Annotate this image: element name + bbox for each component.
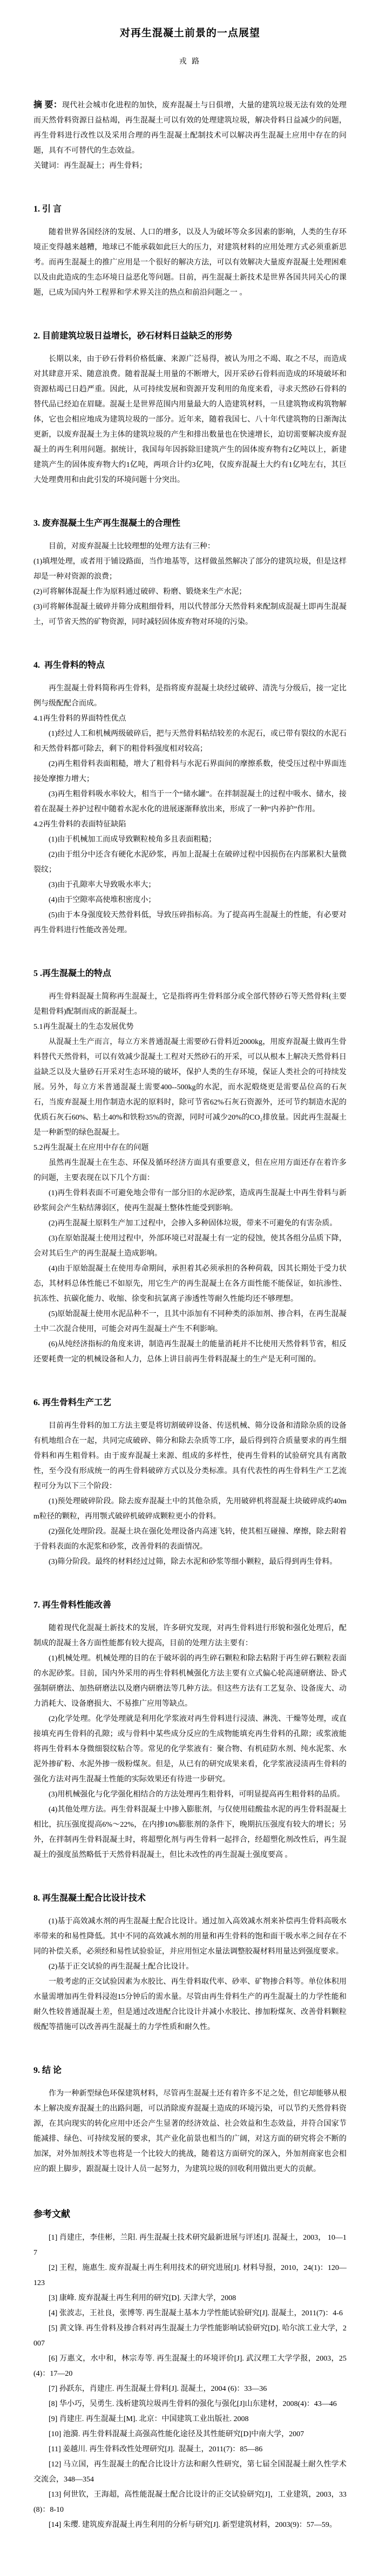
paragraph: 虽然再生混凝土在生态、环保及循环经济方面具有重要意义，但在应用方面还存在着许多的问题，主要表现在以下几个方面： [33, 1159, 347, 1182]
paragraph: 一般考虑的正交试验因素为水胶比、再生骨料取代率、砂率、矿物掺合料等。单位体积用水量需增加再生骨料浸泡15分钟后的需水量。尽管由再生骨料生产的再生混凝土的力学性能和耐久性较普通混凝土差，但是通过改进配合比设计并减小水胶比、掺加粉煤灰、改善骨料颗粒级配等措施可以改善再生混凝土的力学性质和耐久性。 [33, 1978, 347, 2031]
paragraph: (2)由于组分中还含有硬化水泥砂浆，再加上混凝土在破碎过程中因损伤在内部累积大量微裂纹； [33, 851, 347, 874]
reference-item: [2] 王程，施惠生. 废弃混凝土再生利用技术的研究进展[J]. 材料导报，2010，24(1)：120—123 [33, 2264, 347, 2287]
paragraph: (2)再生粗骨料表面粗糙，增大了粗骨料与水泥石界面间的摩擦系数，使受压过程中界面连接处摩擦力增大； [33, 760, 347, 783]
subsection-heading: 5.1再生混凝土的生态发展优势 [33, 1023, 134, 1031]
section-heading: 9. 结 论 [33, 2066, 62, 2075]
reference-item: [3] 康峰. 废弃混凝土再生利用的研究[D]. 天津大学，2008 [49, 2294, 236, 2302]
paragraph: (5)由于本身强度较天然骨料低，导致压碎指标高。为了提高再生混凝土的性能，有必要对再生骨料进行性能改善处理。 [33, 911, 347, 934]
paragraph: (1)预处理破碎阶段。除去废弃混凝土中的其他杂质，先用破碎机将混凝土块破碎成约40mm粒径的颗粒，再用颚式破碎机破碎成颗粒更小的骨料。 [33, 1497, 347, 1521]
reference-item: [10] 池漪. 再生骨料混凝土高强高性能化途径及其性能研究[D]中南大学，2007 [49, 2430, 304, 2438]
paragraph: 作为一种新型绿色环保建筑材料，尽管再生混凝土还有着许多不足之处，但它却能够从根本上解决废弃混凝土的出路问题，可以消除废弃混凝土造成的环境污染，可以节约天然骨料资源，在其向现实的转化应用中还会产生显著的经济效益、社会效益和生态效益，并符合国家节能减排、绿色、可持续发展的要求，其产业化前景也相当的广阔，对这方面的研究将会不断的加深，对外加剂技术等也将是一个比较大的挑战，随着这方面研究的深入，外加剂商家也会相应的跟上脚步，跟混凝土设计人员一起努力，为建筑垃圾的回收利用做出更大的贡献。 [33, 2090, 347, 2173]
section-heading: 5 .再生混凝土的特点 [33, 969, 112, 978]
paragraph: (5)原始混凝土使用水泥品种不一，且其中添加有不同种类的添加剂、掺合料，在再生混凝土中二次混合使用，可能会对再生混凝土产生不利影响。 [33, 1310, 347, 1333]
section-heading: 7. 再生骨料性能改善 [33, 1601, 112, 1610]
paragraph: (1)经过人工和机械两级破碎后，把与天然骨料粘结较差的水泥石，或已带有裂纹的水泥石和天然骨料都可除去，剩下的粗骨料强度相对较高； [33, 730, 347, 753]
paragraph: (3)再生粗骨料吸水率较大，相当于一个“储水罐”。在拌制混凝土的过程中吸水、储水，接着在混凝土养护过程中随着水泥水化的进展逐渐释放出来，形成了一种“内养护”作用。 [33, 790, 347, 814]
paragraph: (2)可将解体混凝土作为原料通过破碎、粉磨、锻烧来生产水泥； [33, 588, 247, 596]
section-heading: 3. 废弃混凝土生产再生混凝土的合理性 [33, 519, 181, 528]
paragraph: (2)基于正交试验的再生混凝土配合比设计。 [49, 1963, 194, 1971]
keywords-text: 再生混凝土；再生骨料； [64, 162, 147, 170]
paragraph: 再生骨料混凝土简称再生混凝土，它是指将再生骨料部分或全部代替砂石等天然骨料(主要是粗骨料)配制而成的新混凝土。 [33, 993, 347, 1016]
paragraph: 随着世界各国经济的发展、人口的增多，以及人为破坏等众多因素的影响，人类的生存环境正变得越来越糟，地球已不能承载如此巨大的压力，对建筑材料的应用处理方式必须重新思考。而再生混凝土的推广应用是一个很好的解决方法，可以有效解决大量废弃混凝土处理困难以及由此造成的生态环境日益恶化等问题。目前，再生混凝土新技术是世界各国共同关心的课题，已成为国内外工程界和学术界关注的热点和前沿问题之一 。 [33, 228, 347, 297]
paragraph: (4)由于空隙率高使堆积密度小； [49, 896, 156, 904]
subsection-heading: 4.2再生骨料的表面特征缺陷 [33, 821, 126, 829]
paragraph: 目前再生骨料的加工方法主要是将切割破碎设备、传送机械、筛分设备和清除杂质的设备有机地组合在一起，共同完成破碎、筛分和除去杂质等工序，最后得到符合质量要求的再生细骨料和再生粗骨料。由于废弃混凝土来源、组成的多样性，使再生骨料的试验研究具有离散性，至今没有形成统一的再生骨料破碎方式以及分类标准。具有代表性的再生骨料生产工艺流程可分为以下三个阶段： [33, 1422, 347, 1490]
abstract-paragraph [33, 98, 347, 159]
paragraph: (2)化学处理。化学处理就是利用化学浆液对再生骨料进行浸渍、淋洗、干燥等处理，或直接填充再生骨料的孔隙；或与骨料中某些成分反应的生成物能填充再生骨料的孔隙；或浆液能将再生骨料本身微细裂纹粘合等。常见的化学浆液有：聚合物、有机硅防水剂、纯水泥浆、水泥外掺矿粉、水泥外掺一级粉煤灰。但是，从已有的研究成果来看，化学浆液浸渍再生骨料的强化方法对再生混凝土性能的实际效果还有待进一步研究。 [33, 1715, 347, 1784]
paragraph: (3)用机械强化与化学强化相结合的方法处理再生粗骨料，可明显提高再生粗骨料的品质。 [49, 1791, 345, 1799]
paragraph: (3)在原始混凝土使用过程中，外部环境已对混凝土有一定的侵蚀，使其各组分品质下降，会对其后生产的再生混凝土造成影响。 [33, 1235, 347, 1258]
references-heading: 参考文献 [33, 2209, 70, 2219]
reference-item: [12] 马立国，再生混凝土的配合比设计方法和耐久性研究，第七届全国混凝土耐久性学术交流会，348—354 [33, 2460, 347, 2484]
paragraph: (4)其他处理方法。再生骨料混凝土中掺入膨胀剂，与仅使用硅酸盐水泥的再生骨料混凝土相比，抗压强度提高6%～22%，在内掺10%膨胀剂的条件下，晚期抗压强度有较大的增长；另外，在拌制再生骨料混凝土时，将超塑化剂与再生骨料一起拌合，经超塑化剂改性后，再生混凝土的强度虽然略低于天然骨料混凝土，但比未改性的再生混凝土强度要高 。 [33, 1806, 347, 1859]
reference-item: [6] 万惠文，水中和，林宗寿等. 再生混凝土的环境评价[J]. 武汉理工大学学报，2003，25(4)：17—20 [33, 2355, 347, 2378]
reference-item: [8] 华小巧，吴勇生. 浅析建筑垃圾再生骨料的强化与强化[J]山东建材，2008(4)：43—46 [49, 2400, 337, 2408]
paragraph: (3)由于孔隙率大导致吸水率大； [49, 881, 156, 889]
abstract-text: 现代社会城市化进程的加快，废弃混凝土与日俱增，大量的建筑垃圾无法有效的处理而天然骨料资源日益枯竭，再生混凝土可以有效的处理建筑垃圾，解决骨料日益减少的问题，再生骨料进行改性以及采用合理的再生混凝土配制技术可以解决再生混凝土应用中存在的问题，具有不可替代的生态效益。 [33, 101, 347, 155]
reference-item: [9] 肖建庄. 再生混凝土[M]. 北京：中国建筑工业出版社. 2008 [49, 2415, 249, 2423]
paragraph: (3)筛分阶段。最终的材料经过过筛，除去水泥和砂浆等细小颗粒，最后得到再生骨料。 [49, 1558, 337, 1566]
document-author: 戎 路 [179, 58, 201, 66]
paragraph: (1)由于机械加工而成导致颗粒棱角多且表面粗糙； [49, 836, 216, 844]
keywords-label: 关键词： [33, 162, 64, 170]
keywords-line [33, 159, 347, 174]
document-title: 对再生混凝土前景的一点展望 [119, 28, 260, 39]
reference-item: [11] 姜越川. 再生骨料改性处理研究[J]. 混凝土，2011(7)：85—86 [49, 2445, 263, 2453]
reference-item: [14] 朱缨. 建筑废弃混凝土再生利用的分析与研究[J]. 新型建筑材料，2003(9)：57—59。 [49, 2521, 337, 2529]
reference-item: [7] 孙跃东，肖建庄. 再生混凝土骨料[J]. 混凝土，2004 (6)：33—36 [49, 2385, 267, 2393]
sections-container [33, 202, 347, 2177]
section-heading: 4. 再生骨料的特点 [33, 661, 105, 670]
reference-item: [13] 何世钦，王海超，高性能混凝土配合比设计的正交试验研究[J]，工业建筑，2003，33(8)：8-10 [33, 2491, 347, 2514]
reference-item: [4] 张波志，王社良，张博等. 再生混凝土基本力学性能试验研究[J]. 混凝土，2011(7)：4-6 [49, 2309, 343, 2317]
section-heading: 6. 再生骨料生产工艺 [33, 1398, 112, 1407]
paragraph: (1)基于高效减水剂的再生混凝土配合比设计。通过加入高效减水剂来补偿再生骨料高吸水率带来的和易性降低。其中不同的高效减水剂的用量和再生骨料的饱和面干吸水率之间存在不同的补偿关系，必须经和易性试验验证，并应用恒定水量法调整胶凝材料用量达到强度要求。 [33, 1917, 347, 1956]
abstract-label: 摘 要： [33, 100, 62, 110]
reference-item: [1] 肖建庄，李佳彬，兰阳. 再生混凝土技术研究最新进展与评述[J]. 混凝土，2003， 10—17 [33, 2234, 347, 2257]
paragraph: (3)可将解体混凝土破碎并筛分成粗细骨料，用以代替部分天然骨料来配制成混凝土即再生混凝土，可节省天然的矿物资源，同时减轻固体废弃物对环境的污染。 [33, 603, 347, 626]
references-container [33, 2231, 347, 2533]
paragraph: (2)再生混凝土原料生产加工过程中，会掺入多种固体垃圾，带来不可避免的有害杂质。 [49, 1219, 337, 1228]
subsection-heading: 4.1再生骨料的界面特性优点 [33, 715, 126, 723]
section-heading: 1. 引 言 [33, 205, 62, 214]
paragraph: (1)填埋处理，或者用于铺设路面，当作地基等，这样做虽然解决了部分的建筑垃圾，但是这样却是一种对资源的浪费； [33, 558, 347, 581]
paragraph: (2)强化处理阶段。混凝土块在强化处理设备内高速飞转，使其相互碰撞、摩擦，除去附着于骨料表面的水泥浆和砂浆，改善骨料的表面情况。 [33, 1528, 347, 1551]
paragraph: 长期以来，由于砂石骨料价格低廉、来源广泛易得，被认为用之不竭、取之不尽，而造成对其肆意开采、随意浪费。随着混凝土用量的不断增大，因开采砂石骨料而造成的环境破坏和资源枯竭已日趋严重。因此，从可持续发展和资源开发利用的角度来看，寻求天然砂石骨料的替代品已经迫在眉睫。混凝土是世界范围内用量最大的人造建筑材料，一旦建筑物或构筑物解体，它也会相应地成为建筑垃圾的一部分。近年来，随着我国七、八十年代建筑物的日渐淘汰更新，以废弃混凝土为主体的建筑垃圾的产生和排出数量也在快速增长，迫切需要解决废弃混凝土的再生利用问题。据统计，我国每年因拆除旧建筑产生的固体废弃物有2亿吨以上，新建建筑产生的固体废弃物大约1亿吨，两项合计约3亿吨，仅废弃混凝土大约有1亿吨左右，其巨大处理费用和由此引发的环境问题十分突出。 [33, 355, 347, 484]
paragraph: (6)从纯经济指标的角度来讲，制造再生混凝土的能量消耗并不比使用天然骨料节省，相反还要耗费一定的机械设备和人力，总体上讲目前再生骨料混凝土的生产是无利可图的。 [33, 1340, 347, 1364]
paragraph: (1)再生骨料表面不可避免地会带有一部分旧的水泥砂浆，造成再生混凝土中再生骨料与新砂浆间会产生粘结薄弱区，使再生混凝土整体性能受到影响。 [33, 1189, 347, 1212]
section-heading: 8. 再生混凝土配合比设计技术 [33, 1894, 146, 1903]
section-heading: 2. 目前建筑垃圾日益增长，砂石材料日益缺乏的形势 [33, 331, 233, 341]
paragraph: 从混凝土生产而言，每立方米普通混凝土需要砂石骨料近2000kg，用废弃混凝土做再生骨料替代天然骨料，可以有效减少混凝土工程对天然砂石的开采，可以从根本上解决天然骨料日益缺乏以及大量砂石开采对生态环境的破坏，保护人类的生存环境，保证人类社会的可持续发展。另外，每立方米普通混凝土需要400--500kg的水泥，而水泥煅烧更是需要品位高的石灰石，当废弃混凝土用作制造水泥的原料时，除可节省62%石灰石资源外，还可节约制造水泥的优质石灰石60%、粘土40%和铁粉35%的资源，同时可减少20%的CO₂排放量。因此再生混凝土是一种新型的绿色混凝土。 [33, 1038, 347, 1137]
subsection-heading: 5.2再生混凝土在应用中存在的问题 [33, 1144, 149, 1152]
paragraph: 随着现代化混凝土新技术的发展，许多研究发现，对再生骨料进行形貌和强化处理后，配制成的混凝土各方面性能都有较大提高，目前的处理方法主要有： [33, 1624, 347, 1648]
paragraph: (1)机械处理。机械处理的目的在于破坏弱的再生碎石颗粒和除去粘附于再生碎石颗粒表面的水泥砂浆。目前，国内外采用的再生骨料机械强化方法主要有立式偏心轮高速研磨法、卧式强制研磨法、加热研磨法以及磨内研磨法等几种方法。但这些方法有工艺复杂、设备庞大、动力消耗大、设备磨损大、不易推广应用等缺点。 [33, 1655, 347, 1708]
paragraph: 目前，对废弃混凝土比较理想的处理方法有三种： [49, 543, 215, 551]
paragraph: 再生混凝土骨料简称再生骨料，是指将废弃混凝土块经过破碎、清洗与分级后，接一定比例与级配配合而成。 [33, 684, 347, 708]
paragraph: (4)由于原始混凝土在使用寿命期间，承担着其必须承担的各种荷载，因其长期处于受力状态，其材料总体性能已不如原先，用它生产的再生混凝土在各方面性能不能保证，如抗渗性、抗冻性、抗碳化能力、收缩、徐变和抗氯离子渗透性等耐久性能均还不够理想。 [33, 1265, 347, 1303]
reference-item: [5] 黄文锋. 再生骨料及掺合料对再生混凝土力学性能影响试验研究[D]. 哈尔滨工业大学，2007 [33, 2324, 347, 2348]
